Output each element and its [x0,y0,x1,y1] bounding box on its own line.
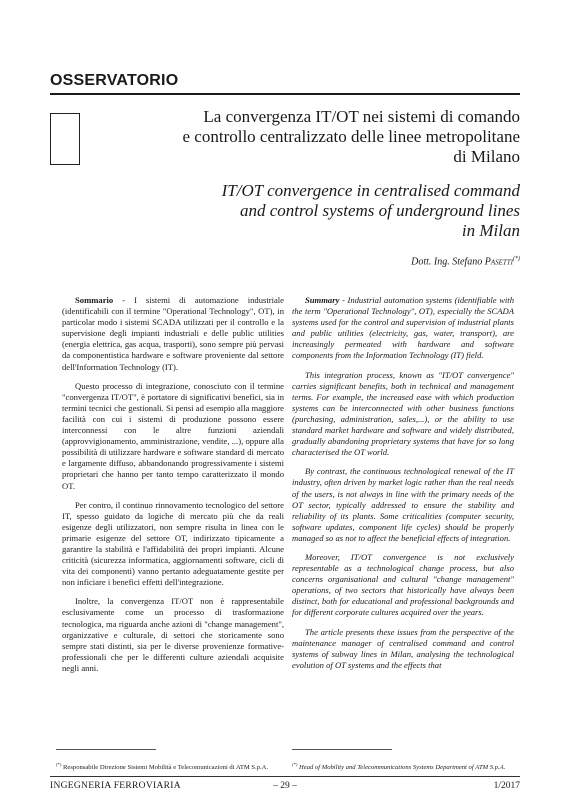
summary-lead: Summary [305,295,340,305]
paragraph: This integration process, known as "IT/OT convergence" carries significant benefits, both in technical and management terms. For example, the increased ease with which production systems can be interconnected with other business functions (purchasing, administration, sales,...), or the ability to use standard market hardware and software and widely distributed, gradually abandoning proprietary systems that have for so long characterised the OT world. [292,369,514,458]
issue-number: 1/2017 [493,781,520,791]
paragraph: Moreover, IT/OT convergence is not exclusively representable as a technological change process, but also concerns organisational and cultural "change management" operations, of two sectors that historically have always been distinct, both for educational and professional backgrounds and for different corporate cultures acquired over the years. [292,551,514,618]
footnote-text: Head of Mobility and Telecommunications Systems Department of ATM S.p.A. [297,764,506,772]
author-surname: Pasetti [484,256,513,268]
footnote-text: Responsabile Direzione Sistemi Mobilità e Telecomunicazioni di ATM S.p.A. [61,764,269,772]
title-box-ornament [50,113,80,165]
footnote-mark: (*) [56,762,62,767]
paragraph-text: - Industrial automation systems (identifiable with the term "Operational Technology", OT), especially the SCADA systems used for the control and supervision of industrial plants and public utilities (electricity, gas, water, transport), are increasingly permeated with hardware and software components from the Information Technology (IT) field. [292,295,514,361]
summary-lead: Sommario [75,295,114,305]
paragraph: The article presents these issues from the perspective of the maintenance manager of centralised command and control systems of subway lines in Milan, analysing the technological evolution of OT systems and the effects that [292,626,514,670]
footnote-english [292,760,520,772]
author-line [411,256,520,267]
title-italian [140,107,520,167]
section-label: OSSERVATORIO [50,72,179,89]
title-en-line: IT/OT convergence in centralised command [221,181,520,200]
paragraph [292,295,514,362]
journal-name: INGEGNERIA FERROVIARIA [50,781,181,791]
paragraph: By contrast, the continuous technological renewal of the IT industry, often driven by market logic rather than the real needs of the users, is not always in line with the primary needs of the OT sector, typically addressed to ensure the stability and reliability of its plants. Some criticalities (computer security, software updates, component life cycles) should be properly managed so as not to affect the beneficial effects of integration. [292,466,514,543]
title-en-line: in Milan [461,221,520,240]
paragraph: Inoltre, la convergenza IT/OT non è rappresentabile esclusivamente come un processo di trasformazione tecnologica, ma riguarda anche azioni di "change management", organizzative e culturale, di settori che storicamente sono sempre stati distinti, sia per le diverse provenienze formative-professionali che per le differenti culture aziendali acquisite negli anni. [62,596,284,673]
title-it-line: La convergenza IT/OT nei sistemi di comando [203,107,520,126]
title-english [140,181,520,241]
english-column [292,295,514,679]
paragraph: Questo processo di integrazione, conosciuto con il termine "convergenza IT/OT", è portatore di significativi benefici, sia in termini tecnici che gestionali. Si pensi ad esempio alla maggiore facilità con cui i sistemi di produzione possono essere interconnessi con le altre funzioni aziendali (approvvigionamento, amministrazione, vendite, ...), oppure alla possibilità di utilizzare hardware e software standard di mercato e largamente diffuso, abbandonando progressivamente i sistemi proprietari che hanno per tanto tempo caratterizzato il mondo OT. [62,380,284,491]
section-rule [50,93,520,95]
footnote-rule [292,749,392,750]
title-en-line: and control systems of underground lines [239,201,520,220]
italian-column [62,295,284,682]
title-it-line: e controllo centralizzato delle linee metropolitane [182,127,520,146]
paragraph [62,295,284,373]
author-footnote-mark: (*) [513,256,520,262]
paragraph: Per contro, il continuo rinnovamento tecnologico del settore IT, spesso guidato da logiche di mercato più che da reali esigenze degli utilizzatori, non sempre risulta in linea con le primarie esigenze del settore OT, indirizzato tipicamente a garantire la stabilità e l'affidabilità dei propri impianti. Alcune criticità (sicurezza informatica, aggiornamenti software, cicli di vita dei componenti) vanno pertanto adeguatamente gestite per non inficiare i benefici effetti dell'integrazione. [62,499,284,588]
author-prefix: Dott. Ing. Stefano [411,256,485,268]
footnote-rule [56,749,156,750]
paragraph-text: - I sistemi di automazione industriale (identificabili con il termine "Operational Technology", OT), in particolar modo i sistemi SCADA utilizzati per il controllo e la supervisione degli impianti industriali e delle public utilities (energia elettrica, gas acqua, trasporti), sono sempre più pervasi da componentistica hardware e software proveniente dal settore dell'Information Technology (IT). [62,295,284,372]
footer-rule [50,776,520,777]
footnote-italian [56,760,284,772]
title-it-line: di Milano [453,147,520,166]
footnote-mark: (*) [292,762,298,767]
page-number: – 29 – [273,781,297,791]
